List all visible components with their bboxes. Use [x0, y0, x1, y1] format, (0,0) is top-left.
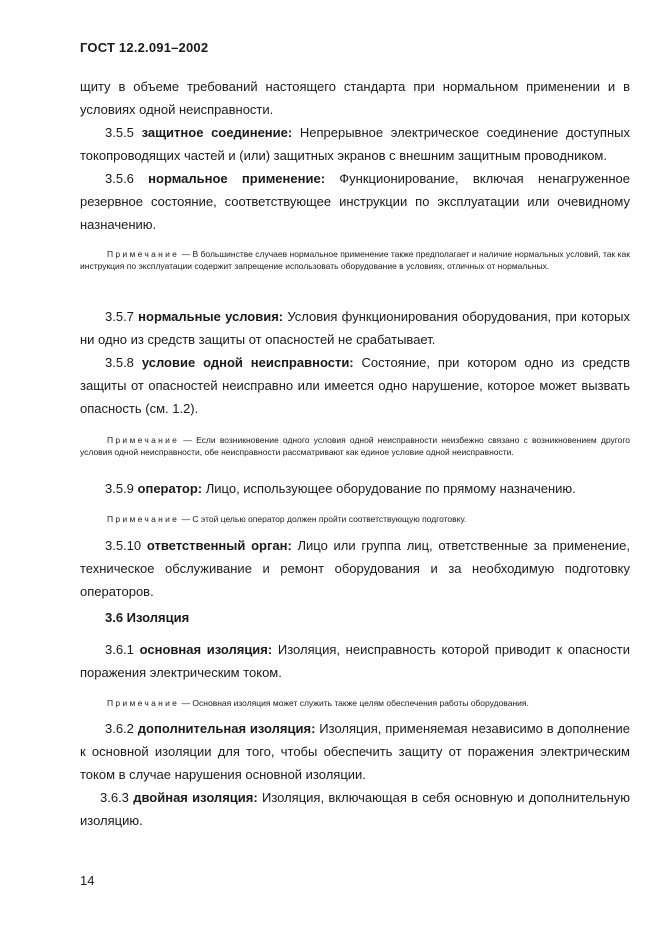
note-label: Примечание	[107, 698, 180, 708]
term-definition: Непрерывное электрическое соединение доступных токопроводящих частей и (или) защитных экранов с внешним защитным проводником.	[80, 125, 630, 163]
term-definition: Функционирование, включая ненагруженное резервное состояние, соответствующее инструкции по эксплуатации или очевидному назначению.	[80, 171, 630, 232]
term-title: ответственный орган:	[146, 538, 292, 553]
term-title: дополнительная изоляция:	[137, 721, 316, 736]
paragraph-continuation: щиту в объеме требований настоящего стандарта при нормальном применении и в условиях одной неисправности.	[80, 79, 630, 117]
term-title: нормальные условия:	[138, 309, 284, 324]
term-number: 3.5.7	[105, 309, 139, 324]
term-definition: Состояние, при котором одно из средств защиты от опасностей неисправно или имеется одно нарушение, которое может вызвать опасность (см. 1.2).	[80, 355, 630, 416]
term-3-5-7	[80, 305, 630, 351]
term-3-5-10	[80, 534, 630, 603]
term-definition: Изоляция, применяемая независимо в дополнение к основной изоляции для того, чтобы обеспечить защиту от поражения электрическим током в случае нарушения основной изоляции.	[80, 721, 630, 782]
term-definition: Лицо или группа лиц, ответственные за применение, техническое обслуживание и ремонт оборудования и за необходимую подготовку операторов.	[80, 538, 630, 599]
term-number: 3.5.9	[105, 481, 138, 496]
note-1	[80, 249, 630, 272]
note-label: Примечание	[107, 435, 180, 445]
note-text: — В большинстве случаев нормальное применение также предполагает и наличие нормальных условий, так как инструкция по эксплуатации содержит запрещение использовать оборудование в условиях, отличных от нормальных.	[80, 249, 630, 271]
term-number: 3.5.5	[105, 125, 142, 140]
term-3-6-3	[80, 786, 630, 832]
term-3-6-1	[80, 638, 630, 684]
term-number: 3.6.2	[105, 721, 138, 736]
note-text: — Основная изоляция может служить также целям обеспечения работы оборудования.	[179, 698, 529, 708]
note-text: — Если возникновение одного условия одной неисправности неизбежно связано с возникновением другого условия одной неисправности, обе неисправности рассматривают как единое условие одной неисправности.	[80, 435, 630, 457]
term-3-6-2	[80, 717, 630, 786]
term-title: двойная изоляция:	[133, 790, 258, 805]
term-definition: Изоляция, включающая в себя основную и дополнительную изоляцию.	[80, 790, 630, 828]
term-definition: Условия функционирования оборудования, при которых ни одно из средств защиты от опасностей не срабатывает.	[80, 309, 630, 347]
term-definition: Изоляция, неисправность которой приводит к опасности поражения электрическим током.	[80, 642, 630, 680]
term-3-5-6	[80, 167, 630, 236]
note-label: Примечание	[107, 514, 180, 524]
section-heading: 3.6 Изоляция	[105, 610, 190, 625]
note-4	[80, 698, 630, 710]
term-title: защитное соединение:	[141, 125, 293, 140]
term-title: нормальное применение:	[148, 171, 326, 186]
term-title: условие одной неисправности:	[141, 355, 354, 370]
term-number: 3.5.10	[105, 538, 147, 553]
note-3	[80, 514, 630, 526]
term-number: 3.5.6	[105, 171, 149, 186]
term-number: 3.6.3	[100, 790, 134, 805]
term-number: 3.5.8	[105, 355, 142, 370]
term-definition: Лицо, использующее оборудование по прямому назначению.	[202, 481, 576, 496]
term-title: оператор:	[137, 481, 203, 496]
term-3-5-9	[80, 477, 630, 500]
term-3-5-8	[80, 351, 630, 420]
document-header: ГОСТ 12.2.091–2002	[80, 40, 209, 55]
term-title: основная изоляция:	[139, 642, 273, 657]
note-2	[80, 435, 630, 458]
term-3-5-5	[80, 121, 630, 167]
page-number: 14	[80, 873, 95, 888]
term-number: 3.6.1	[105, 642, 140, 657]
note-text: — С этой целью оператор должен пройти соответствующую подготовку.	[179, 514, 467, 524]
note-label: Примечание	[107, 249, 180, 259]
